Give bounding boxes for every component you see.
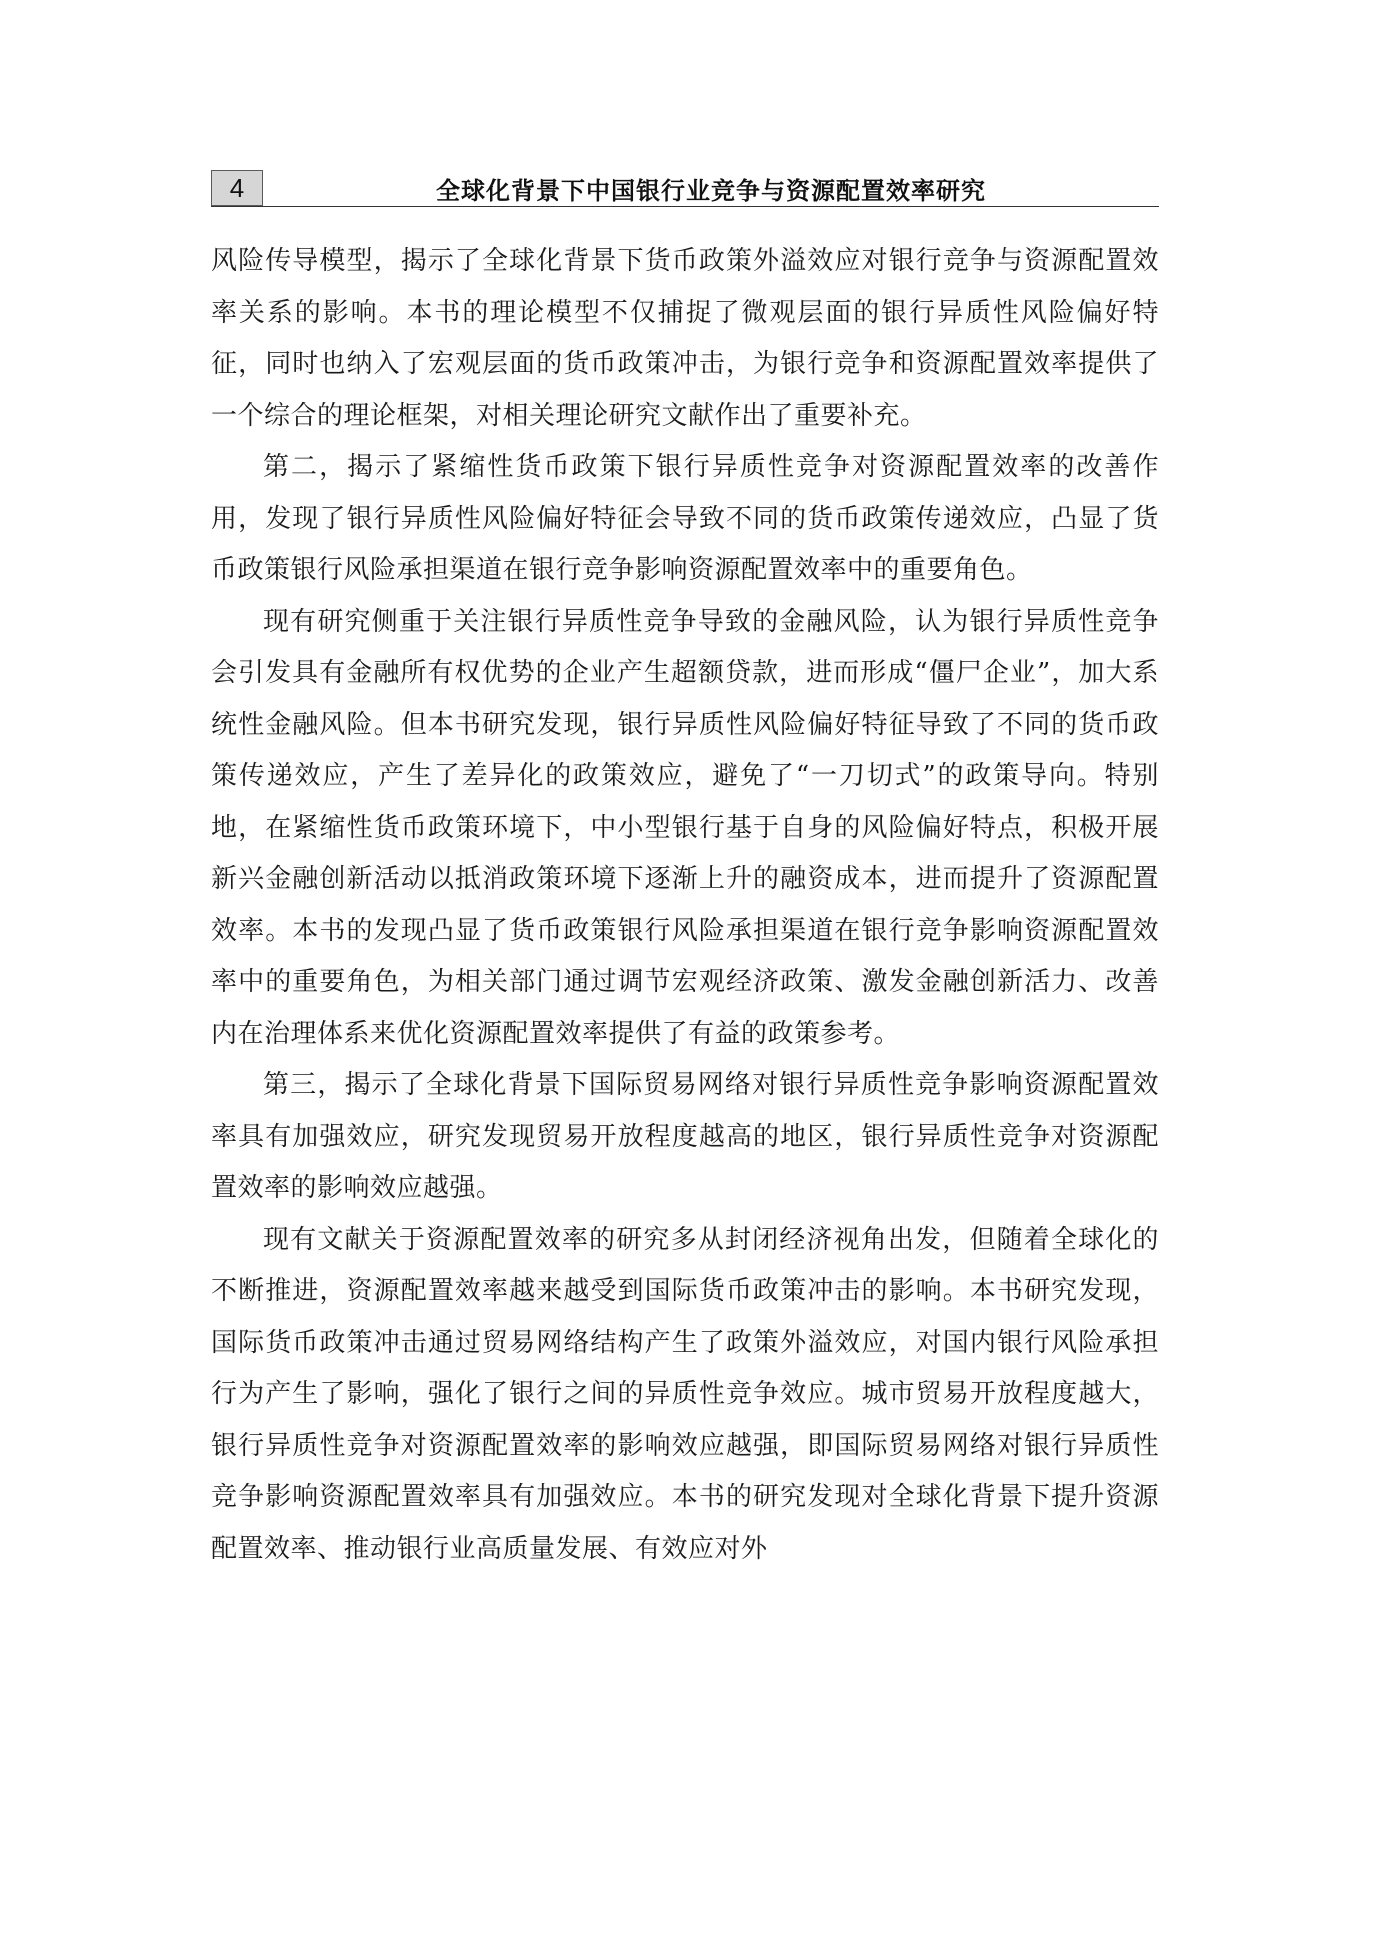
paragraph-continued: 风险传导模型，揭示了全球化背景下货币政策外溢效应对银行竞争与资源配置效率关系的影响。本书的理论模型不仅捕捉了微观层面的银行异质性风险偏好特征，同时也纳入了宏观层面的货币政策冲击，为银行竞争和资源配置效率提供了一个综合的理论框架，对相关理论研究文献作出了重要补充。 bbox=[211, 246, 1159, 431]
page-header bbox=[211, 170, 1159, 208]
paragraph-second-finding: 第二，揭示了紧缩性货币政策下银行异质性竞争对资源配置效率的改善作用，发现了银行异质性风险偏好特征会导致不同的货币政策传递效应，凸显了货币政策银行风险承担渠道在银行竞争影响资源配置效率中的重要角色。 bbox=[211, 452, 1159, 585]
header-rule bbox=[211, 206, 1159, 207]
page-number: 4 bbox=[211, 170, 263, 206]
paragraph-existing-research: 现有研究侧重于关注银行异质性竞争导致的金融风险，认为银行异质性竞争会引发具有金融所有权优势的企业产生超额贷款，进而形成“僵尸企业”，加大系统性金融风险。但本书研究发现，银行异质性风险偏好特征导致了不同的货币政策传递效应，产生了差异化的政策效应，避免了“一刀切式”的政策导向。特别地，在紧缩性货币政策环境下，中小型银行基于自身的风险偏好特点，积极开展新兴金融创新活动以抵消政策环境下逐渐上升的融资成本，进而提升了资源配置效率。本书的发现凸显了货币政策银行风险承担渠道在银行竞争影响资源配置效率中的重要角色，为相关部门通过调节宏观经济政策、激发金融创新活力、改善内在治理体系来优化资源配置效率提供了有益的政策参考。 bbox=[211, 606, 1159, 1049]
running-title: 全球化背景下中国银行业竞争与资源配置效率研究 bbox=[436, 176, 986, 205]
paragraph-third-finding: 第三，揭示了全球化背景下国际贸易网络对银行异质性竞争影响资源配置效率具有加强效应，研究发现贸易开放程度越高的地区，银行异质性竞争对资源配置效率的影响效应越强。 bbox=[211, 1070, 1159, 1203]
paragraph-existing-literature: 现有文献关于资源配置效率的研究多从封闭经济视角出发，但随着全球化的不断推进，资源配置效率越来越受到国际货币政策冲击的影响。本书研究发现，国际货币政策冲击通过贸易网络结构产生了政策外溢效应，对国内银行风险承担行为产生了影响，强化了银行之间的异质性竞争效应。城市贸易开放程度越大，银行异质性竞争对资源配置效率的影响效应越强，即国际贸易网络对银行异质性竞争影响资源配置效率具有加强效应。本书的研究发现对全球化背景下提升资源配置效率、推动银行业高质量发展、有效应对外 bbox=[211, 1224, 1159, 1564]
body-text bbox=[211, 236, 1159, 1575]
